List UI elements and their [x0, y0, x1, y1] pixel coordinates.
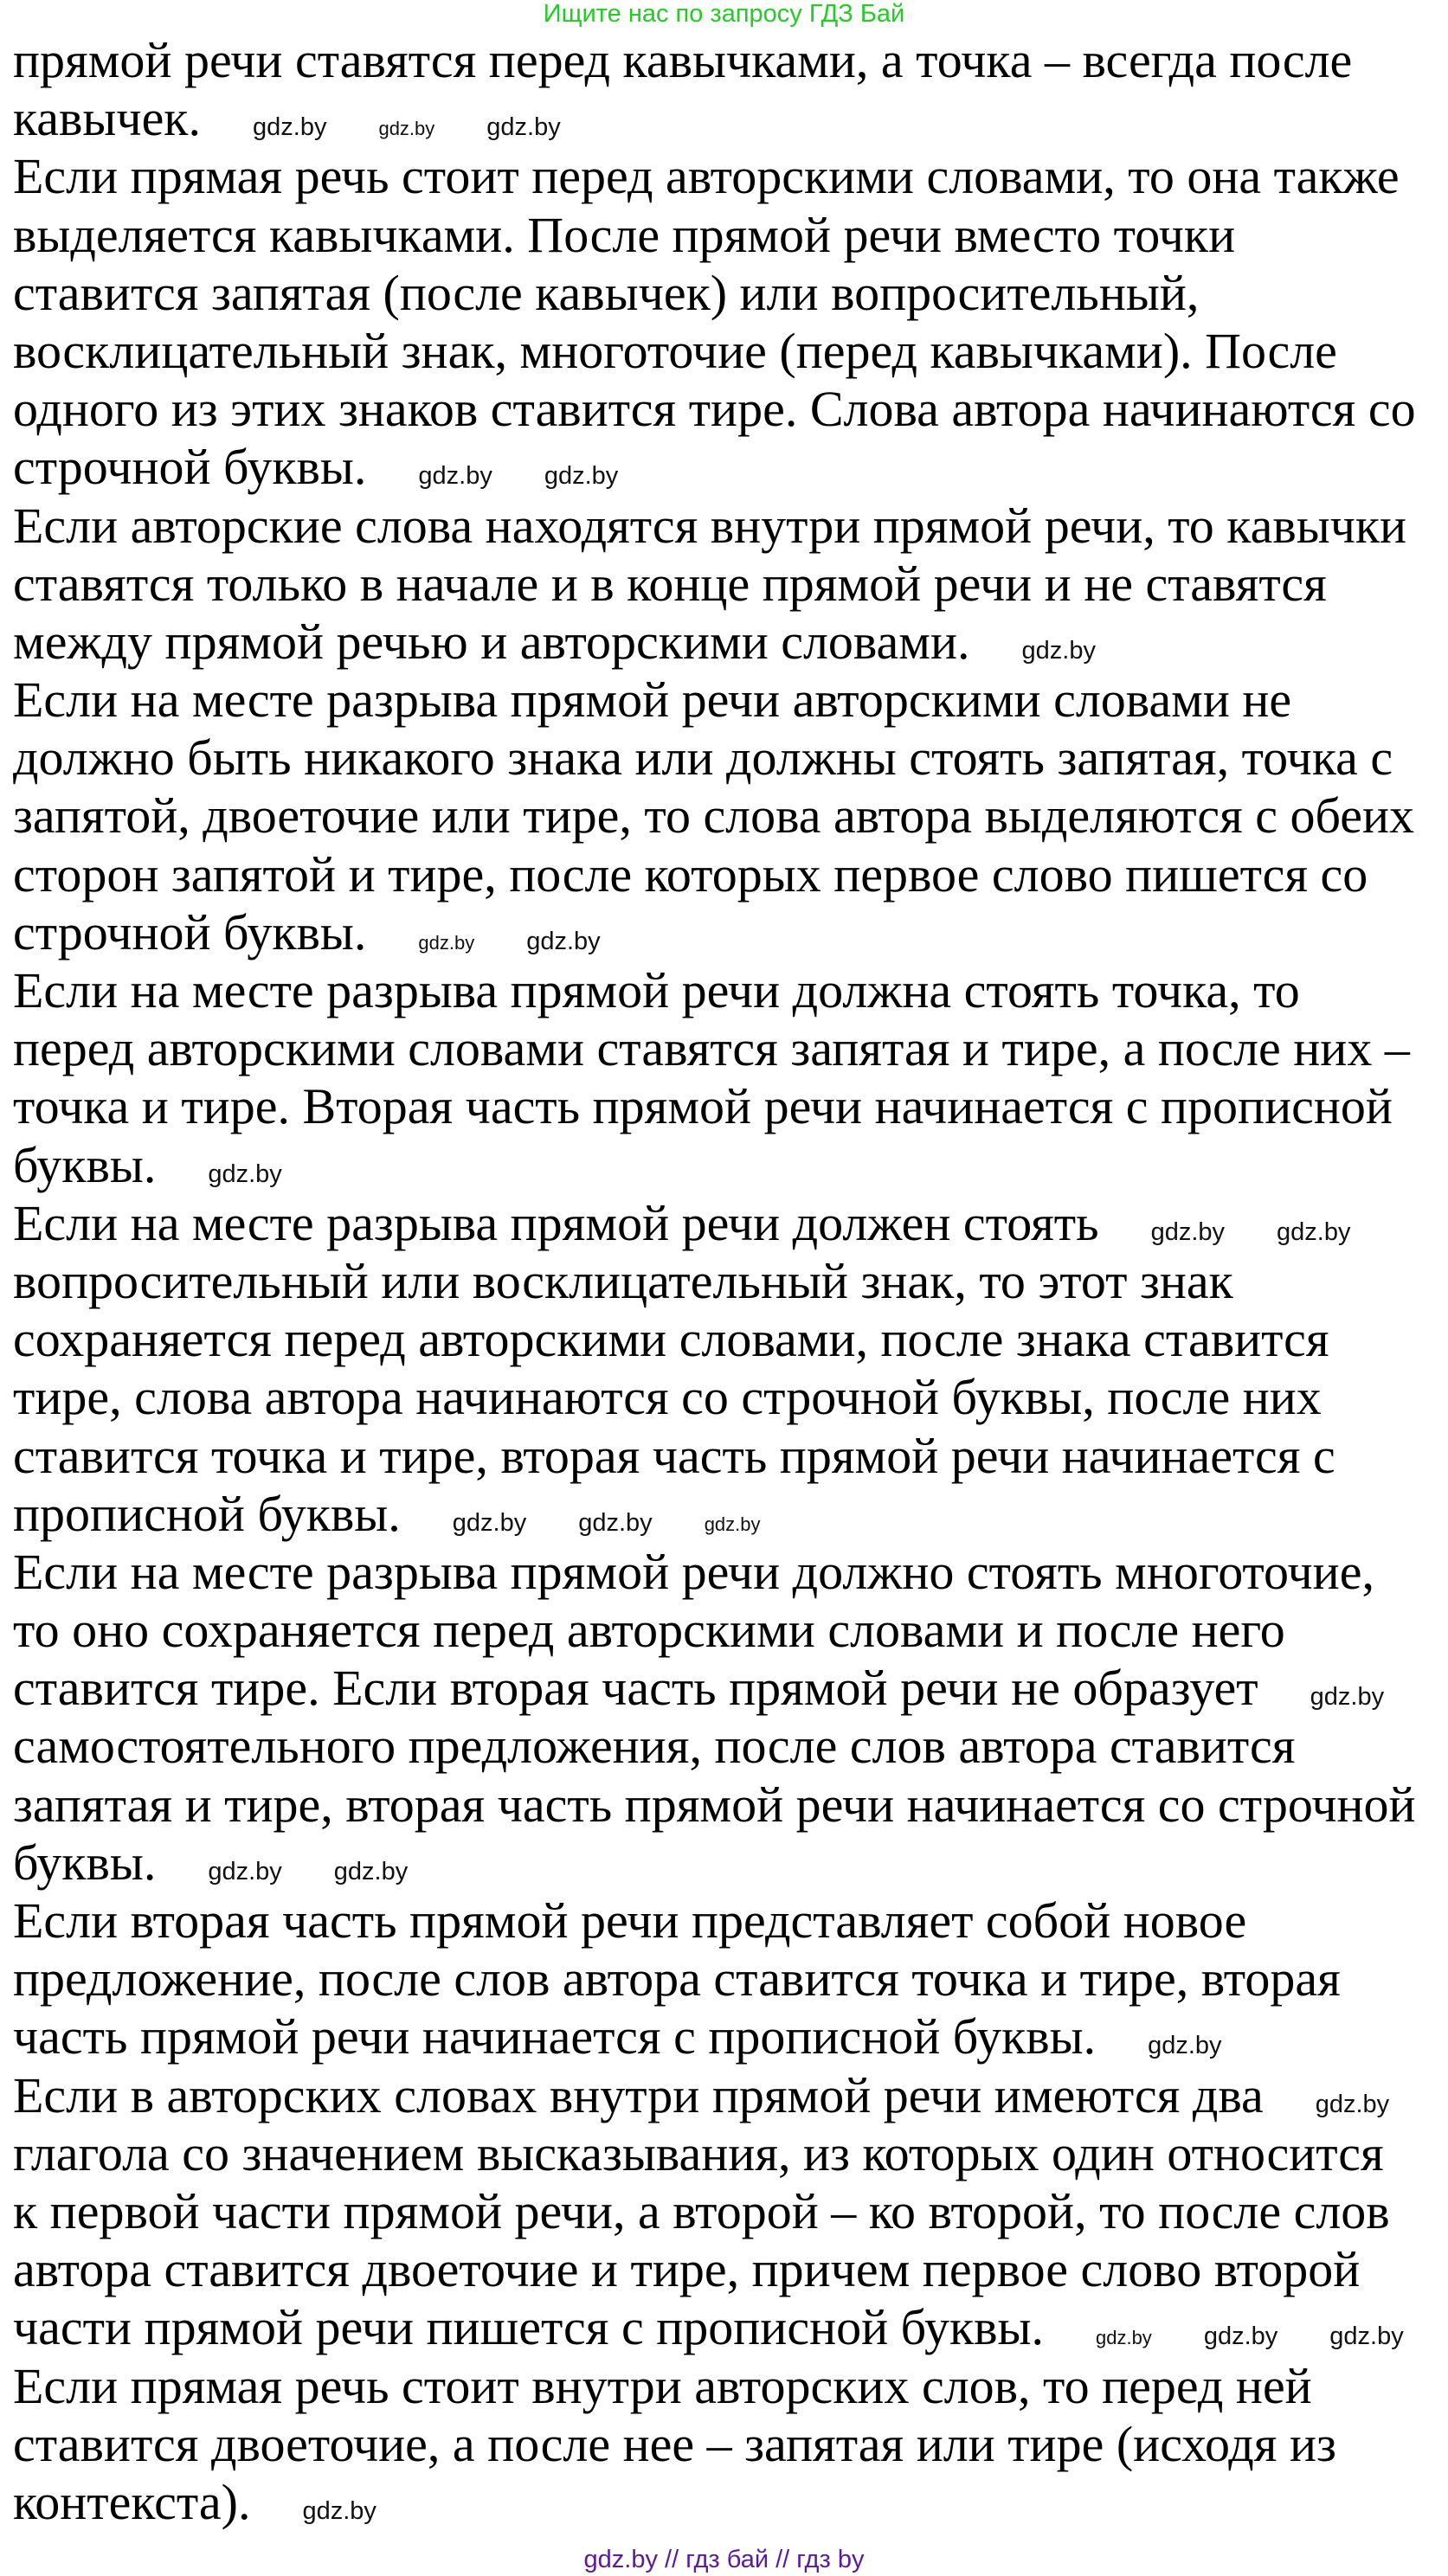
text-line-content: контекста). [13, 2473, 251, 2530]
watermark: gdz.by [418, 931, 475, 954]
text-line [13, 1776, 1441, 1834]
text-line [13, 845, 1441, 903]
paragraph [13, 1892, 1441, 2066]
watermark: gdz.by [544, 462, 619, 491]
text-line [13, 1543, 1441, 1601]
watermark: gdz.by [302, 2496, 376, 2525]
text-line-content: буквы. [13, 1136, 157, 1193]
watermark: gdz.by [333, 1857, 409, 1885]
watermark: gdz.by [378, 118, 435, 140]
text-line-content: одного из этих знаков ставится тире. Слова автора начинаются со [13, 381, 1416, 438]
paragraph [13, 961, 1441, 1194]
text-line [13, 380, 1441, 438]
text-line-content: кавычек. [13, 90, 201, 147]
text-line [13, 1892, 1441, 1950]
text-line-content: восклицательный знак, многоточие (перед кавычками). После [13, 322, 1337, 379]
paragraph [13, 497, 1441, 671]
text-line [13, 2066, 1441, 2124]
text-line-content: между прямой речью и авторскими словами. [13, 613, 970, 670]
text-line-content: Если в авторских словах внутри прямой речи имеются два [13, 2066, 1264, 2123]
text-line [13, 1368, 1441, 1426]
watermark: gdz.by [486, 113, 561, 142]
text-line [13, 903, 1441, 961]
text-line-content: строчной буквы. [13, 903, 367, 960]
watermark: gdz.by [1021, 636, 1096, 665]
text-line-content: сохраняется перед авторскими словами, после знака ставится [13, 1311, 1329, 1368]
text-line [13, 2357, 1441, 2415]
text-line [13, 1136, 1441, 1194]
text-line-content: самостоятельного предложения, после слов автора ставится [13, 1718, 1296, 1775]
text-line-content: вопросительный или восклицательный знак, то этот знак [13, 1252, 1233, 1309]
text-line [13, 438, 1441, 496]
text-line-content: глагола со значением высказывания, из которых один относится [13, 2124, 1384, 2181]
watermark: gdz.by [1310, 1683, 1385, 1712]
text-line [13, 1310, 1441, 1368]
watermark: gdz.by [1150, 1217, 1226, 1246]
text-line [13, 497, 1441, 555]
text-line-content: тире, слова автора начинаются со строчной буквы, после них [13, 1369, 1322, 1426]
text-line-content: буквы. [13, 1834, 157, 1891]
text-line [13, 961, 1441, 1019]
paragraph [13, 147, 1441, 496]
text-line [13, 1019, 1441, 1077]
watermark: gdz.by [208, 1857, 282, 1885]
text-line [13, 1659, 1441, 1717]
text-line-content: Если вторая часть прямой речи представляет собой новое [13, 1892, 1247, 1949]
text-line-content: точка и тире. Вторая часть прямой речи начинается с прописной [13, 1078, 1393, 1135]
watermark: gdz.by [578, 1508, 653, 1537]
text-line [13, 729, 1441, 787]
text-line [13, 2415, 1441, 2473]
text-line-content: предложение, после слов автора ставится точка и тире, вторая [13, 1950, 1341, 2007]
paragraph [13, 31, 1441, 147]
text-line [13, 147, 1441, 205]
text-line [13, 1717, 1441, 1775]
text-line-content: Если прямая речь стоит перед авторскими словами, то она также [13, 148, 1400, 205]
text-line-content: Если на месте разрыва прямой речи должен стоять [13, 1194, 1099, 1251]
text-line-content: часть прямой речи начинается с прописной буквы. [13, 2008, 1097, 2065]
text-line-content: части прямой речи пишется с прописной буквы. [13, 2299, 1044, 2356]
watermark: gdz.by [452, 1508, 527, 1537]
text-line-content: автора ставится двоеточие и тире, причем первое слово второй [13, 2241, 1361, 2298]
text-line [13, 1427, 1441, 1485]
text-line [13, 1950, 1441, 2007]
text-line [13, 2240, 1441, 2298]
text-line-content: ставится запятая (после кавычек) или вопросительный, [13, 264, 1200, 321]
text-line [13, 322, 1441, 380]
text-line [13, 1601, 1441, 1659]
document-text [13, 31, 1441, 2531]
site-banner: Ищите нас по запросу ГДЗ Бай [543, 0, 905, 28]
watermark: gdz.by [704, 1513, 761, 1535]
text-line-content: должно быть никакого знака или должны стоять запятая, точка с [13, 729, 1393, 787]
text-line [13, 2007, 1441, 2065]
text-line-content: Если авторские слова находятся внутри прямой речи, то кавычки [13, 497, 1407, 554]
text-line [13, 1194, 1441, 1252]
text-line [13, 787, 1441, 845]
watermark: gdz.by [253, 113, 327, 142]
paragraph [13, 2066, 1441, 2357]
watermark: gdz.by [1203, 2322, 1278, 2351]
watermark: gdz.by [1329, 2322, 1404, 2351]
text-line [13, 2473, 1441, 2531]
text-line [13, 1485, 1441, 1543]
text-line-content: Если на месте разрыва прямой речи авторскими словами не [13, 671, 1292, 729]
watermark: gdz.by [526, 927, 601, 955]
site-footer: gdz.by // гдз бай // гдз by [583, 2546, 865, 2573]
text-line-content: то оно сохраняется перед авторскими словами и после него [13, 1602, 1285, 1659]
text-line-content: выделяется кавычками. После прямой речи вместо точки [13, 206, 1236, 263]
text-line [13, 1834, 1441, 1892]
text-line-content: перед авторскими словами ставятся запятая и тире, а после них – [13, 1020, 1410, 1077]
text-line-content: запятой, двоеточие или тире, то слова автора выделяются с обеих [13, 787, 1415, 845]
text-line [13, 89, 1441, 147]
text-line-content: Если прямая речь стоит внутри авторских слов, то перед ней [13, 2357, 1312, 2414]
text-line [13, 2298, 1441, 2356]
paragraph [13, 1194, 1441, 1543]
text-line-content: Если на месте разрыва прямой речи должно стоять многоточие, [13, 1543, 1374, 1600]
text-line [13, 1077, 1441, 1135]
text-line [13, 31, 1441, 89]
paragraph [13, 1543, 1441, 1892]
text-line-content: прописной буквы. [13, 1485, 401, 1542]
text-line [13, 2124, 1441, 2182]
watermark: gdz.by [1148, 2032, 1222, 2060]
watermark: gdz.by [208, 1160, 282, 1188]
text-line-content: ставится точка и тире, вторая часть прямой речи начинается с [13, 1427, 1335, 1484]
text-line-content: прямой речи ставятся перед кавычками, а точка – всегда после [13, 32, 1353, 88]
text-line [13, 613, 1441, 671]
text-line [13, 206, 1441, 264]
text-line-content: строчной буквы. [13, 439, 367, 496]
text-line-content: сторон запятой и тире, после которых первое слово пишется со [13, 845, 1368, 903]
watermark: gdz.by [1277, 1217, 1351, 1246]
text-line-content: ставятся только в начале и в конце прямой речи и не ставятся [13, 555, 1327, 612]
text-line-content: ставится тире. Если вторая часть прямой речи не образует [13, 1660, 1258, 1717]
paragraph [13, 2357, 1441, 2532]
text-line-content: к первой части прямой речи, а второй – ко второй, то после слов [13, 2182, 1390, 2239]
watermark: gdz.by [1095, 2327, 1152, 2349]
watermark: gdz.by [1315, 2090, 1390, 2118]
text-line-content: ставится двоеточие, а после нее – запятая или тире (исходя из [13, 2415, 1336, 2472]
text-line-content: запятая и тире, вторая часть прямой речи начинается со строчной [13, 1776, 1416, 1833]
paragraph [13, 671, 1441, 961]
watermark: gdz.by [418, 462, 492, 491]
text-line-content: Если на месте разрыва прямой речи должна стоять точка, то [13, 962, 1300, 1018]
text-line [13, 671, 1441, 729]
text-line [13, 555, 1441, 613]
text-line [13, 1252, 1441, 1310]
text-line [13, 264, 1441, 322]
text-line [13, 2182, 1441, 2240]
